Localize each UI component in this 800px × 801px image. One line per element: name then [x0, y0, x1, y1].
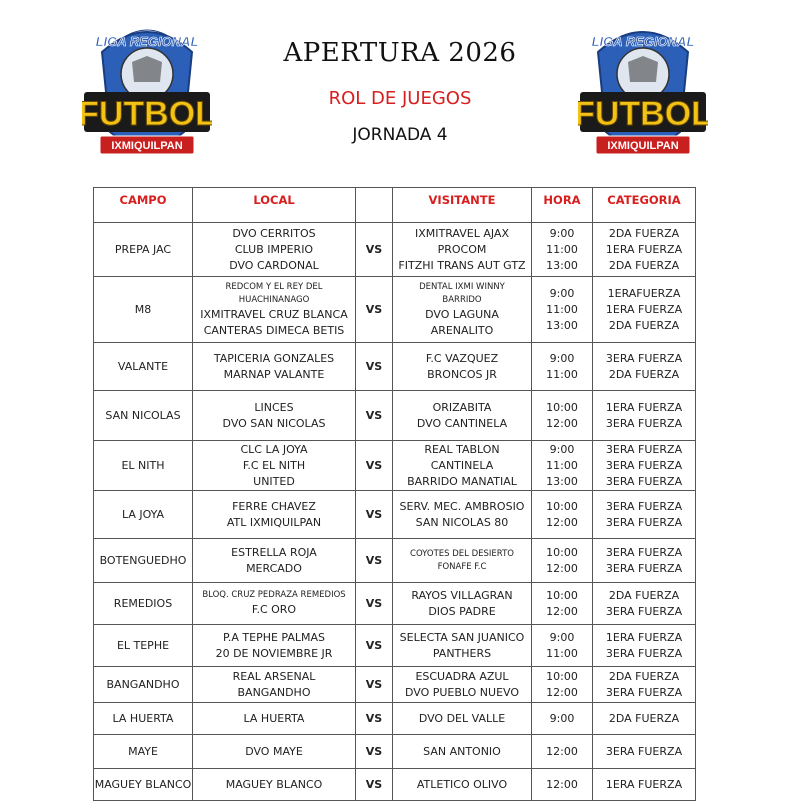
local-team-entry: BLOQ. CRUZ PEDRAZA REMEDIOS: [202, 590, 346, 600]
match-time-entry: 9:00: [549, 442, 575, 456]
visitor-team-entry: DVO CANTINELA: [416, 416, 508, 430]
col-header-categoria: CATEGORIA: [593, 188, 696, 223]
visitor-team-entry: FONAFE F.C: [437, 561, 487, 572]
local-team-entry: TAPICERIA GONZALES: [213, 351, 335, 365]
logo-bottom-text: IXMIQUILPAN: [607, 140, 679, 152]
campo-cell: BOTENGUEDHO: [94, 539, 193, 583]
visitor-team-entry: IXMITRAVEL AJAX: [415, 226, 509, 240]
match-time-entry: 12:00: [546, 416, 578, 430]
local-team-entry: BANGANDHO: [237, 685, 311, 699]
schedule-table: [93, 187, 696, 801]
visitor-team-entry: ATLETICO OLIVO: [416, 777, 508, 791]
category-cell: [593, 625, 696, 667]
local-team-cell: [193, 769, 356, 801]
local-team-entry: ATL IXMIQUILPAN: [226, 515, 322, 529]
category-entry: 3ERA FUERZA: [605, 442, 683, 456]
local-team-cell: [193, 583, 356, 625]
match-time-entry: 12:00: [546, 777, 578, 791]
vs-label: VS: [356, 343, 393, 391]
logo-top-text: LIGA REGIONAL: [95, 34, 199, 49]
local-team-cell: [193, 343, 356, 391]
visitor-team-entry: SERV. MEC. AMBROSIO: [399, 499, 525, 513]
category-cell: [593, 343, 696, 391]
category-entry: 2DA FUERZA: [608, 367, 680, 381]
logo-bottom-text: IXMIQUILPAN: [111, 140, 183, 152]
visitor-team-entry: F.C VAZQUEZ: [425, 351, 499, 365]
category-entry: 3ERA FUERZA: [605, 515, 683, 529]
table-row: [94, 625, 696, 667]
match-time-entry: 10:00: [546, 669, 578, 683]
visitor-team-cell: [393, 735, 532, 769]
local-team-entry: DVO CERRITOS: [232, 226, 316, 240]
match-time-entry: 13:00: [546, 318, 578, 332]
match-time-entry: 9:00: [549, 286, 575, 300]
visitor-team-cell: [393, 667, 532, 703]
local-team-entry: HUACHINANAGO: [238, 294, 310, 305]
local-team-entry: CANTERAS DIMECA BETIS: [203, 323, 345, 337]
category-cell: [593, 735, 696, 769]
visitor-team-cell: [393, 391, 532, 441]
vs-label: VS: [356, 391, 393, 441]
local-team-entry: IXMITRAVEL CRUZ BLANCA: [200, 307, 348, 321]
local-team-cell: [193, 491, 356, 539]
table-row: [94, 277, 696, 343]
page-title: APERTURA 2026: [283, 38, 517, 68]
category-entry: 3ERA FUERZA: [605, 458, 683, 472]
local-team-cell: [193, 735, 356, 769]
vs-label: VS: [356, 539, 393, 583]
match-time-cell: [532, 583, 593, 625]
category-entry: 3ERA FUERZA: [605, 561, 683, 575]
visitor-team-entry: FITZHI TRANS AUT GTZ: [398, 258, 526, 272]
table-row: [94, 539, 696, 583]
vs-label: VS: [356, 583, 393, 625]
table-header-row: [94, 188, 696, 223]
match-time-cell: [532, 625, 593, 667]
vs-label: VS: [356, 703, 393, 735]
campo-cell: PREPA JAC: [94, 223, 193, 277]
category-entry: 3ERA FUERZA: [605, 604, 683, 618]
visitor-team-entry: DVO DEL VALLE: [418, 711, 506, 725]
category-entry: 2DA FUERZA: [608, 669, 680, 683]
match-time-entry: 10:00: [546, 499, 578, 513]
visitor-team-cell: [393, 223, 532, 277]
visitor-team-cell: [393, 441, 532, 491]
category-cell: [593, 441, 696, 491]
category-entry: 1ERA FUERZA: [605, 242, 683, 256]
vs-label: VS: [356, 735, 393, 769]
campo-cell: VALANTE: [94, 343, 193, 391]
local-team-entry: LA HUERTA: [243, 711, 305, 725]
match-time-cell: [532, 703, 593, 735]
visitor-team-entry: PANTHERS: [432, 646, 492, 660]
match-time-entry: 11:00: [546, 302, 578, 316]
local-team-cell: [193, 667, 356, 703]
logo-main-text: FUTBOL: [578, 95, 708, 133]
local-team-cell: [193, 441, 356, 491]
visitor-team-entry: BRONCOS JR: [427, 367, 497, 381]
category-cell: [593, 583, 696, 625]
visitor-team-entry: DENTAL IXMI WINNY: [419, 281, 505, 292]
visitor-team-cell: [393, 277, 532, 343]
local-team-entry: FERRE CHAVEZ: [232, 499, 316, 513]
visitor-team-entry: ORIZABITA: [432, 400, 492, 414]
local-team-entry: LINCES: [254, 400, 294, 414]
category-cell: [593, 491, 696, 539]
campo-cell: EL NITH: [94, 441, 193, 491]
match-time-entry: 9:00: [549, 226, 575, 240]
local-team-entry: MERCADO: [246, 561, 302, 575]
category-entry: 3ERA FUERZA: [605, 685, 683, 699]
local-team-entry: DVO CARDONAL: [229, 258, 319, 272]
category-entry: 2DA FUERZA: [608, 318, 680, 332]
visitor-team-entry: ARENALITO: [430, 323, 494, 337]
local-team-entry: REAL ARSENAL: [232, 669, 316, 683]
local-team-cell: [193, 703, 356, 735]
match-time-entry: 11:00: [546, 367, 578, 381]
table-row: [94, 735, 696, 769]
local-team-entry: MAGUEY BLANCO: [225, 777, 323, 791]
vs-label: VS: [356, 223, 393, 277]
table-row: [94, 583, 696, 625]
local-team-entry: UNITED: [253, 474, 295, 488]
campo-cell: M8: [94, 277, 193, 343]
visitor-team-entry: DIOS PADRE: [428, 604, 496, 618]
match-time-entry: 10:00: [546, 400, 578, 414]
logo-top-text: LIGA REGIONAL: [591, 34, 695, 49]
campo-cell: LA HUERTA: [94, 703, 193, 735]
table-row: [94, 769, 696, 801]
local-team-entry: F.C ORO: [251, 603, 297, 616]
campo-cell: REMEDIOS: [94, 583, 193, 625]
match-time-cell: [532, 441, 593, 491]
category-cell: [593, 277, 696, 343]
category-entry: 1ERA FUERZA: [605, 777, 683, 791]
campo-cell: MAYE: [94, 735, 193, 769]
visitor-team-entry: SELECTA SAN JUANICO: [399, 630, 525, 644]
match-time-cell: [532, 391, 593, 441]
visitor-team-cell: [393, 343, 532, 391]
category-entry: 3ERA FUERZA: [605, 545, 683, 559]
category-entry: 1ERA FUERZA: [605, 400, 683, 414]
match-time-entry: 9:00: [549, 630, 575, 644]
match-time-entry: 10:00: [546, 588, 578, 602]
match-time-entry: 11:00: [546, 242, 578, 256]
local-team-entry: F.C EL NITH: [242, 458, 306, 472]
visitor-team-cell: [393, 703, 532, 735]
category-entry: 2DA FUERZA: [608, 258, 680, 272]
match-time-entry: 12:00: [546, 685, 578, 699]
match-time-cell: [532, 769, 593, 801]
category-entry: 2DA FUERZA: [608, 226, 680, 240]
visitor-team-entry: ESCUADRA AZUL: [415, 669, 509, 683]
table-row: [94, 441, 696, 491]
category-entry: 3ERA FUERZA: [605, 351, 683, 365]
local-team-entry: CLC LA JOYA: [240, 442, 308, 456]
local-team-cell: [193, 277, 356, 343]
category-entry: 1ERA FUERZA: [605, 302, 683, 316]
visitor-team-entry: PROCOM: [437, 242, 487, 256]
visitor-team-entry: BARRIDO: [442, 294, 482, 305]
table-row: [94, 223, 696, 277]
campo-cell: SAN NICOLAS: [94, 391, 193, 441]
campo-cell: EL TEPHE: [94, 625, 193, 667]
match-time-entry: 9:00: [549, 711, 575, 725]
col-header-hora: HORA: [532, 188, 593, 223]
vs-label: VS: [356, 769, 393, 801]
campo-cell: LA JOYA: [94, 491, 193, 539]
match-time-cell: [532, 539, 593, 583]
match-time-entry: 11:00: [546, 646, 578, 660]
category-entry: 2DA FUERZA: [608, 711, 680, 725]
local-team-entry: ESTRELLA ROJA: [231, 545, 317, 559]
category-entry: 3ERA FUERZA: [605, 499, 683, 513]
category-cell: [593, 391, 696, 441]
match-time-entry: 12:00: [546, 515, 578, 529]
table-row: [94, 703, 696, 735]
local-team-entry: P.A TEPHE PALMAS: [222, 630, 326, 644]
local-team-entry: DVO MAYE: [245, 744, 303, 758]
vs-label: VS: [356, 491, 393, 539]
campo-cell: MAGUEY BLANCO: [94, 769, 193, 801]
col-header-local: LOCAL: [193, 188, 356, 223]
visitor-team-entry: REAL TABLON: [424, 442, 500, 456]
local-team-entry: MARNAP VALANTE: [223, 367, 325, 381]
category-entry: 1ERAFUERZA: [607, 286, 681, 300]
visitor-team-entry: SAN NICOLAS 80: [415, 515, 509, 529]
match-time-cell: [532, 343, 593, 391]
match-time-entry: 10:00: [546, 545, 578, 559]
local-team-entry: CLUB IMPERIO: [234, 242, 314, 256]
category-cell: [593, 223, 696, 277]
local-team-entry: DVO SAN NICOLAS: [222, 416, 326, 430]
match-time-entry: 12:00: [546, 744, 578, 758]
visitor-team-cell: [393, 769, 532, 801]
visitor-team-cell: [393, 625, 532, 667]
vs-label: VS: [356, 277, 393, 343]
visitor-team-entry: COYOTES DEL DESIERTO: [410, 548, 514, 559]
category-entry: 3ERA FUERZA: [605, 474, 683, 488]
visitor-team-cell: [393, 583, 532, 625]
category-entry: 2DA FUERZA: [608, 588, 680, 602]
category-entry: 3ERA FUERZA: [605, 744, 683, 758]
visitor-team-entry: BARRIDO MANATIAL: [407, 474, 517, 488]
category-cell: [593, 703, 696, 735]
visitor-team-entry: SAN ANTONIO: [423, 744, 501, 758]
col-header-vs: [356, 188, 393, 223]
local-team-cell: [193, 391, 356, 441]
category-entry: 1ERA FUERZA: [605, 630, 683, 644]
local-team-entry: 20 DE NOVIEMBRE JR: [215, 646, 333, 660]
match-time-entry: 9:00: [549, 351, 575, 365]
visitor-team-entry: CANTINELA: [430, 458, 494, 472]
page-subtitle: ROL DE JUEGOS: [328, 88, 472, 109]
match-time-entry: 11:00: [546, 458, 578, 472]
category-cell: [593, 539, 696, 583]
col-header-campo: CAMPO: [94, 188, 193, 223]
visitor-team-entry: RAYOS VILLAGRAN: [411, 588, 513, 602]
match-time-entry: 12:00: [546, 604, 578, 618]
logo-main-text: FUTBOL: [82, 95, 212, 133]
category-entry: 3ERA FUERZA: [605, 416, 683, 430]
match-time-cell: [532, 735, 593, 769]
vs-label: VS: [356, 667, 393, 703]
match-time-cell: [532, 277, 593, 343]
round-label: JORNADA 4: [352, 125, 448, 145]
campo-cell: BANGANDHO: [94, 667, 193, 703]
category-cell: [593, 667, 696, 703]
visitor-team-cell: [393, 539, 532, 583]
match-time-cell: [532, 491, 593, 539]
table-row: [94, 391, 696, 441]
visitor-team-entry: DVO LAGUNA: [425, 307, 499, 321]
category-entry: 3ERA FUERZA: [605, 646, 683, 660]
match-time-cell: [532, 223, 593, 277]
visitor-team-cell: [393, 491, 532, 539]
table-row: [94, 491, 696, 539]
vs-label: VS: [356, 625, 393, 667]
vs-label: VS: [356, 441, 393, 491]
match-time-cell: [532, 667, 593, 703]
match-time-entry: 12:00: [546, 561, 578, 575]
match-time-entry: 13:00: [546, 258, 578, 272]
match-time-entry: 13:00: [546, 474, 578, 488]
table-row: [94, 667, 696, 703]
local-team-entry: REDCOM Y EL REY DEL: [225, 281, 323, 292]
local-team-cell: [193, 539, 356, 583]
local-team-cell: [193, 625, 356, 667]
col-header-visitante: VISITANTE: [393, 188, 532, 223]
local-team-cell: [193, 223, 356, 277]
table-row: [94, 343, 696, 391]
visitor-team-entry: DVO PUEBLO NUEVO: [404, 685, 520, 699]
category-cell: [593, 769, 696, 801]
